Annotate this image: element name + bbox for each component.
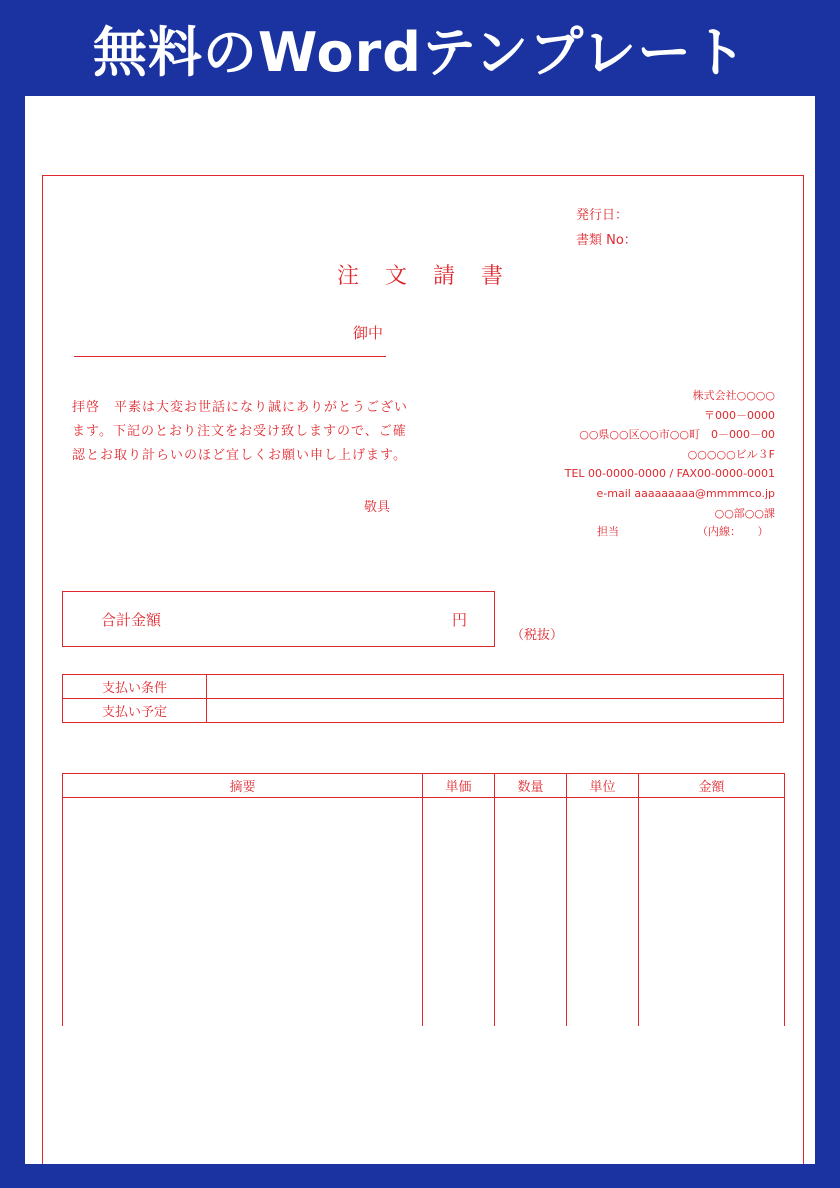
- payment-conditions-table: [62, 674, 784, 723]
- tanto-label: 担当: [597, 525, 619, 538]
- yen-unit: 円: [452, 611, 468, 629]
- tax-excluded-note: （税抜）: [511, 628, 564, 643]
- table-row: [63, 675, 784, 699]
- payment-terms-label: 支払い条件: [63, 675, 207, 699]
- recipient-onchu: 御中: [353, 324, 384, 342]
- company-dept: ○○部○○課: [714, 506, 775, 520]
- header-description: 摘要: [63, 774, 423, 798]
- payment-schedule-value: [207, 699, 784, 723]
- doc-number-label: 書類 No：: [576, 233, 637, 248]
- cell-amount: [639, 798, 785, 1027]
- table-row: [63, 798, 785, 1027]
- header-amount: 金額: [639, 774, 785, 798]
- naisen-label: （内線： ）: [697, 525, 769, 538]
- company-postal: 〒000－0000: [704, 408, 775, 422]
- company-tel-fax: TEL 00-0000-0000 / FAX00-0000-0001: [564, 467, 775, 481]
- items-table: [62, 773, 785, 1026]
- banner-title: 無料のWordテンプレート: [92, 20, 748, 84]
- document-page: [25, 96, 815, 1164]
- cell-unit-price: [423, 798, 495, 1027]
- cell-description: [63, 798, 423, 1027]
- closing-keigu: 敬具: [364, 500, 391, 515]
- issue-info: [576, 203, 637, 253]
- greeting-text: 拝啓 平素は大変お世話になり誠にありがとうございます。下記のとおり注文をお受け致しますので、ご確認とお取り計らいのほど宜しくお願い申し上げます。: [72, 400, 409, 463]
- company-info: [565, 386, 775, 523]
- payment-schedule-label: 支払い予定: [63, 699, 207, 723]
- company-address: ○○県○○区○○市○○町 0－000－00: [579, 428, 775, 442]
- company-email: e-mail aaaaaaaaa@mmmmco.jp: [596, 486, 775, 500]
- total-amount-label: 合計金額: [101, 611, 162, 629]
- cell-unit: [567, 798, 639, 1027]
- recipient-underline: [74, 356, 386, 357]
- company-building: ○○○○○ビル３F: [687, 447, 775, 461]
- document-title: 注文請書: [336, 264, 529, 289]
- header-quantity: 数量: [495, 774, 567, 798]
- issue-date-label: 発行日：: [576, 208, 629, 223]
- payment-terms-value: [207, 675, 784, 699]
- table-row: [63, 699, 784, 723]
- header-unit-price: 単価: [423, 774, 495, 798]
- header-unit: 単位: [567, 774, 639, 798]
- items-header-row: [63, 774, 785, 798]
- cell-quantity: [495, 798, 567, 1027]
- company-name: 株式会社○○○○: [692, 389, 775, 402]
